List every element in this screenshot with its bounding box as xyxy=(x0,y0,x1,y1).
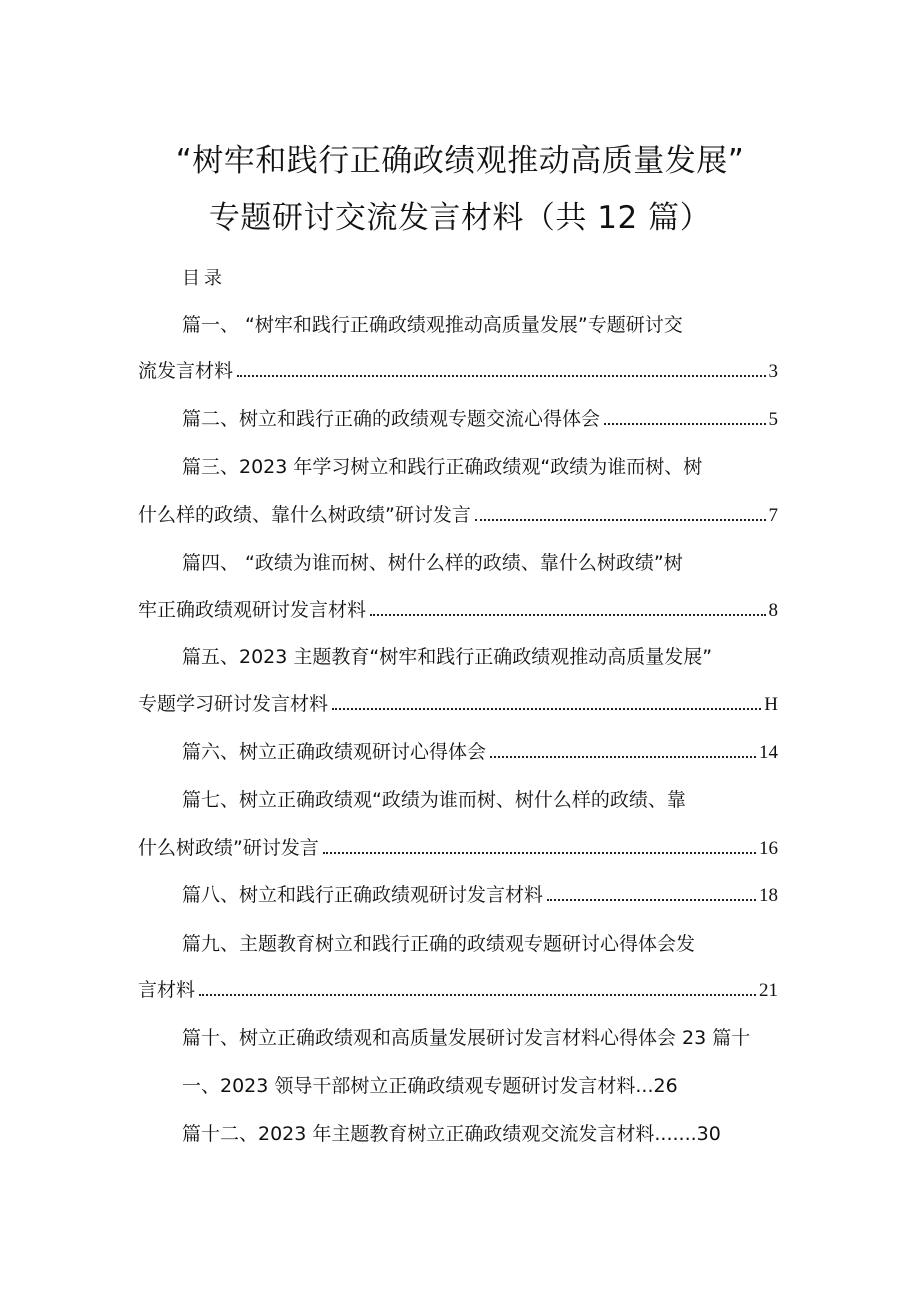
dot-leader xyxy=(490,756,756,758)
dot-leader xyxy=(199,994,756,996)
dot-leader xyxy=(370,614,765,616)
toc-heading: 目录 xyxy=(182,268,226,289)
toc-entry-page: 8 xyxy=(768,600,778,621)
toc-entry-3-line-2[interactable] xyxy=(138,502,778,528)
dot-leader xyxy=(475,519,766,521)
toc-entry-9-line-2[interactable] xyxy=(138,977,778,1003)
toc-entry-10-line-1[interactable]: 篇十、树立正确政绩观和高质量发展研讨发言材料心得体会 23 篇十 xyxy=(182,1027,751,1049)
dot-leader xyxy=(332,708,761,710)
toc-entry-3-line-1[interactable]: 篇三、2023 年学习树立和践行正确政绩观“政绩为谁而树、树 xyxy=(182,456,703,478)
toc-entry-text: 什么样的政绩、靠什么树政绩”研讨发言 xyxy=(138,504,471,526)
toc-entry-text: 篇二、树立和践行正确的政绩观专题交流心得体会 xyxy=(182,408,601,430)
toc-entry-text: 篇六、树立正确政绩观研讨心得体会 xyxy=(182,741,487,763)
dot-leader xyxy=(323,852,756,854)
toc-entry-page: 3 xyxy=(768,361,778,382)
toc-entry-2[interactable] xyxy=(182,406,778,432)
toc-entry-1-line-1[interactable]: 篇一、 “树牢和践行正确政绩观推动高质量发展”专题研讨交 xyxy=(182,314,683,336)
toc-entry-text: 什么树政绩”研讨发言 xyxy=(138,837,319,859)
toc-entry-text: 篇八、树立和践行正确政绩观研讨发言材料 xyxy=(182,884,544,906)
toc-entry-4-line-2[interactable] xyxy=(138,597,778,623)
toc-entry-text: 牢正确政绩观研讨发言材料 xyxy=(138,599,367,621)
toc-entry-page: 14 xyxy=(759,742,778,763)
document-title-line-2: 专题研讨交流发言材料（共 12 篇） xyxy=(208,200,712,236)
toc-entry-text: 言材料 xyxy=(138,979,196,1001)
toc-entry-9-line-1[interactable]: 篇九、主题教育树立和践行正确的政绩观专题研讨心得体会发 xyxy=(182,933,696,955)
toc-entry-11-line-1[interactable]: 一、2023 领导干部树立正确政绩观专题研讨发言材料...26 xyxy=(182,1075,678,1097)
toc-entry-7-line-2[interactable] xyxy=(138,835,778,861)
toc-entry-8[interactable] xyxy=(182,882,778,908)
toc-entry-1-line-2[interactable] xyxy=(138,358,778,384)
toc-entry-page: 7 xyxy=(768,505,778,526)
toc-entry-text: 专题学习研讨发言材料 xyxy=(138,693,329,715)
dot-leader xyxy=(237,375,765,377)
toc-entry-page: 18 xyxy=(759,885,778,906)
toc-entry-7-line-1[interactable]: 篇七、树立正确政绩观“政绩为谁而树、树什么样的政绩、靠 xyxy=(182,789,686,811)
toc-entry-5-line-2[interactable] xyxy=(138,691,778,717)
toc-entry-page: 5 xyxy=(768,409,778,430)
dot-leader xyxy=(547,899,756,901)
dot-leader xyxy=(604,423,765,425)
toc-entry-page: 16 xyxy=(759,838,778,859)
toc-entry-6[interactable] xyxy=(182,739,778,765)
toc-entry-page: H xyxy=(764,694,778,715)
document-title-line-1: “树牢和践行正确政绩观推动高质量发展” xyxy=(175,143,745,179)
toc-entry-page: 21 xyxy=(759,980,778,1001)
toc-entry-text: 流发言材料 xyxy=(138,360,234,382)
toc-entry-5-line-1[interactable]: 篇五、2023 主题教育“树牢和践行正确政绩观推动高质量发展” xyxy=(182,646,713,668)
toc-entry-12[interactable]: 篇十二、2023 年主题教育树立正确政绩观交流发言材料.......30 xyxy=(182,1123,721,1145)
toc-entry-4-line-1[interactable]: 篇四、 “政绩为谁而树、树什么样的政绩、靠什么树政绩”树 xyxy=(182,552,683,574)
